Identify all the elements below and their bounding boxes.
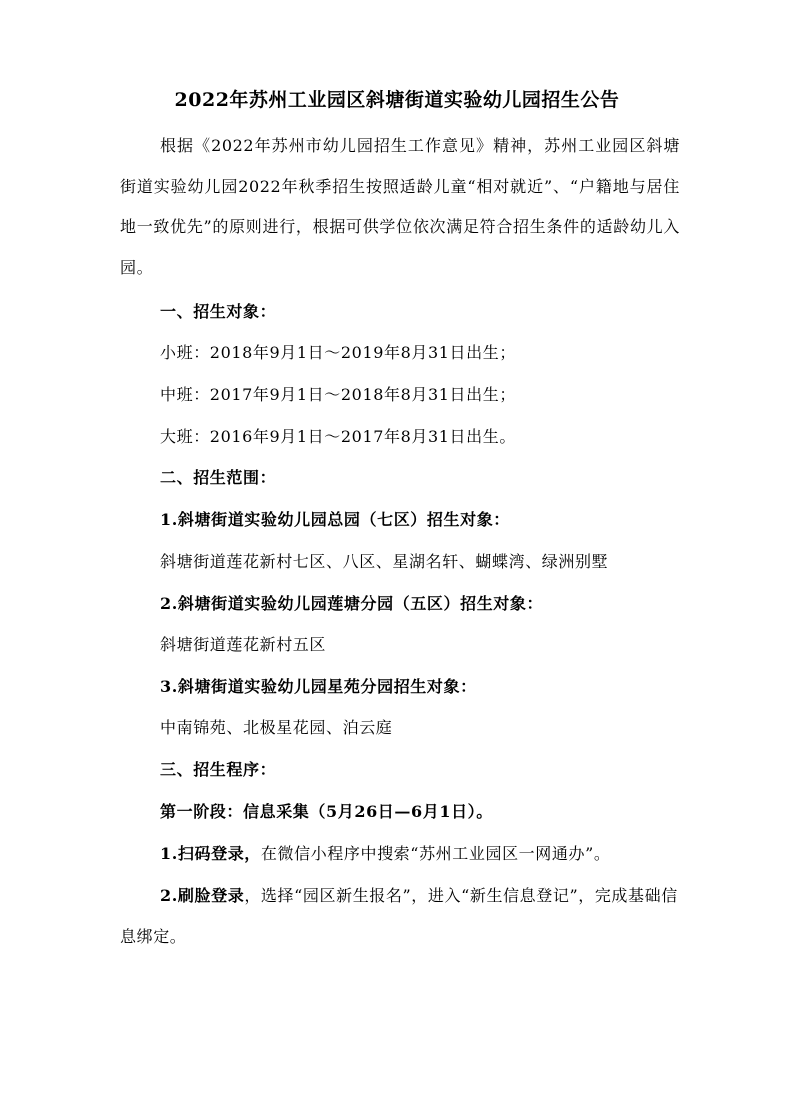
section-heading-enrollment-procedure: 三、招生程序： bbox=[160, 760, 277, 779]
campus-liantang-areas: 斜塘街道莲花新村五区 bbox=[160, 635, 327, 654]
campus-main-areas: 斜塘街道莲花新村七区、八区、星湖名轩、蝴蝶湾、绿洲别墅 bbox=[160, 552, 609, 571]
step-two-label: 2.刷脸登录 bbox=[160, 886, 245, 905]
campus-main-heading: 1.斜塘街道实验幼儿园总园（七区）招生对象： bbox=[160, 510, 510, 529]
section-heading-enrollment-targets: 一、招生对象： bbox=[160, 302, 277, 321]
class-large-item: 大班：2016年9月1日～2017年8月31日出生。 bbox=[160, 427, 516, 446]
section-heading-enrollment-scope: 二、招生范围： bbox=[160, 468, 277, 487]
step-one bbox=[160, 840, 610, 868]
class-small-item: 小班：2018年9月1日～2019年8月31日出生； bbox=[160, 343, 516, 362]
stage-one-heading: 第一阶段：信息采集（5月26日—6月1日）。 bbox=[160, 802, 493, 821]
step-one-text: 在微信小程序中搜索“苏州工业园区一网通办”。 bbox=[260, 844, 611, 863]
step-two-text: ，选择“园区新生报名”，进入“新生信息登记”，完成基础信息绑定。 bbox=[120, 886, 678, 946]
campus-liantang-heading: 2.斜塘街道实验幼儿园莲塘分园（五区）招生对象： bbox=[160, 594, 544, 613]
campus-xingyuan-areas: 中南锦苑、北极星花园、泊云庭 bbox=[160, 718, 393, 737]
step-one-label: 1.扫码登录， bbox=[160, 844, 261, 863]
page-title: 2022年苏州工业园区斜塘街道实验幼儿园招生公告 bbox=[174, 89, 620, 111]
campus-xingyuan-heading: 3.斜塘街道实验幼儿园星苑分园招生对象： bbox=[160, 677, 477, 696]
step-two bbox=[120, 875, 680, 957]
class-middle-item: 中班：2017年9月1日～2018年8月31日出生； bbox=[160, 385, 516, 404]
intro-paragraph: 根据《2022年苏州市幼儿园招生工作意见》精神，苏州工业园区斜塘街道实验幼儿园2022年秋季招生按照适龄儿童“相对就近”、“户籍地与居住地一致优先”的原则进行，根据可供学位依次满足符合招生条件的适龄幼儿入园。 bbox=[120, 136, 680, 277]
